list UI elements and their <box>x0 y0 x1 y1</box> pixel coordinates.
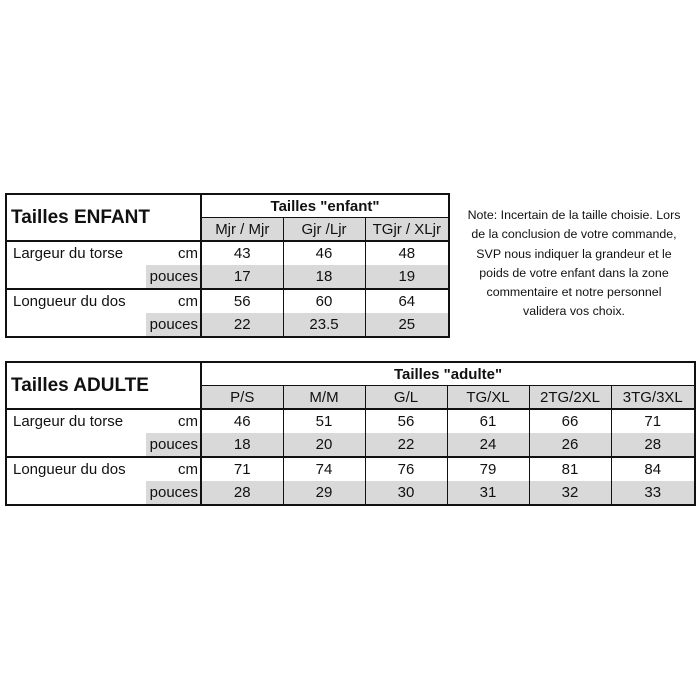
value-cell: 71 <box>201 457 283 481</box>
unit-label: pouces <box>146 433 201 457</box>
value-cell: 31 <box>447 481 529 505</box>
unit-label: pouces <box>146 313 201 337</box>
value-cell: 22 <box>201 313 283 337</box>
value-cell: 46 <box>283 241 365 265</box>
table-row <box>6 481 695 505</box>
note-line: poids de votre enfant dans la zone <box>479 265 669 280</box>
size-header: 2TG/2XL <box>529 386 611 410</box>
size-table-adulte <box>5 361 696 506</box>
size-header: P/S <box>201 386 283 410</box>
size-table-enfant <box>5 193 450 338</box>
value-cell: 81 <box>529 457 611 481</box>
note-line: Note: Incertain de la taille choisie. Lors <box>467 208 681 222</box>
measure-label <box>6 313 146 337</box>
value-cell: 64 <box>398 293 416 310</box>
value-cell: 33 <box>611 481 695 505</box>
value-cell: 26 <box>529 433 611 457</box>
measure-label <box>6 265 146 289</box>
table-row <box>6 457 695 481</box>
value-cell: 84 <box>644 461 662 478</box>
value-cell: 74 <box>283 457 365 481</box>
value-cell: 22 <box>365 433 447 457</box>
table-row <box>6 265 449 289</box>
value-cell: 18 <box>283 265 365 289</box>
measure-label <box>6 433 146 457</box>
value-cell: 48 <box>398 245 416 262</box>
value-cell: 61 <box>447 409 529 433</box>
value-cell: 23.5 <box>283 313 365 337</box>
measure-label: Largeur du torse <box>13 245 124 262</box>
note-line: validera vos choix. <box>523 304 625 319</box>
size-header: TG/XL <box>447 386 529 410</box>
value-cell: 56 <box>201 289 283 313</box>
value-cell: 29 <box>283 481 365 505</box>
value-cell: 32 <box>529 481 611 505</box>
value-cell: 79 <box>447 457 529 481</box>
size-header: 3TG/3XL <box>611 386 695 410</box>
value-cell: 20 <box>283 433 365 457</box>
size-header: Gjr /Ljr <box>283 218 365 242</box>
measure-label <box>6 481 146 505</box>
measure-label: Longueur du dos <box>13 461 126 478</box>
value-cell: 56 <box>365 409 447 433</box>
note-line: commentaire et notre personnel <box>486 285 662 300</box>
value-cell: 28 <box>611 433 695 457</box>
measure-label: Longueur du dos <box>13 293 126 310</box>
size-header: Mjr / Mjr <box>201 218 283 242</box>
table-title: Tailles ENFANT <box>6 194 201 241</box>
unit-label: cm <box>146 409 201 433</box>
size-header: M/M <box>283 386 365 410</box>
value-cell: 51 <box>283 409 365 433</box>
unit-label: cm <box>146 241 201 265</box>
note-line: de la conclusion de votre commande, <box>471 227 677 242</box>
group-header: Tailles "enfant" <box>201 194 449 218</box>
unit-label: pouces <box>146 481 201 505</box>
unit-label: cm <box>146 289 201 313</box>
value-cell: 25 <box>365 313 449 337</box>
value-cell: 24 <box>447 433 529 457</box>
value-cell: 60 <box>283 289 365 313</box>
table-title: Tailles ADULTE <box>6 362 201 409</box>
unit-label: cm <box>146 457 201 481</box>
value-cell: 43 <box>201 241 283 265</box>
value-cell: 66 <box>529 409 611 433</box>
unit-label: pouces <box>146 265 201 289</box>
value-cell: 71 <box>644 413 662 430</box>
table-row <box>6 313 449 337</box>
group-header: Tailles "adulte" <box>201 362 695 386</box>
size-note <box>452 206 696 322</box>
table-row <box>6 433 695 457</box>
value-cell: 76 <box>365 457 447 481</box>
table-row <box>6 241 449 265</box>
value-cell: 17 <box>201 265 283 289</box>
measure-label: Largeur du torse <box>13 413 124 430</box>
value-cell: 46 <box>201 409 283 433</box>
size-header: TGjr / XLjr <box>365 218 449 242</box>
table-row <box>6 409 695 433</box>
table-row <box>6 289 449 313</box>
note-line: SVP nous indiquer la grandeur et le <box>476 246 672 261</box>
size-header: G/L <box>365 386 447 410</box>
value-cell: 19 <box>365 265 449 289</box>
value-cell: 30 <box>365 481 447 505</box>
value-cell: 28 <box>201 481 283 505</box>
value-cell: 18 <box>201 433 283 457</box>
